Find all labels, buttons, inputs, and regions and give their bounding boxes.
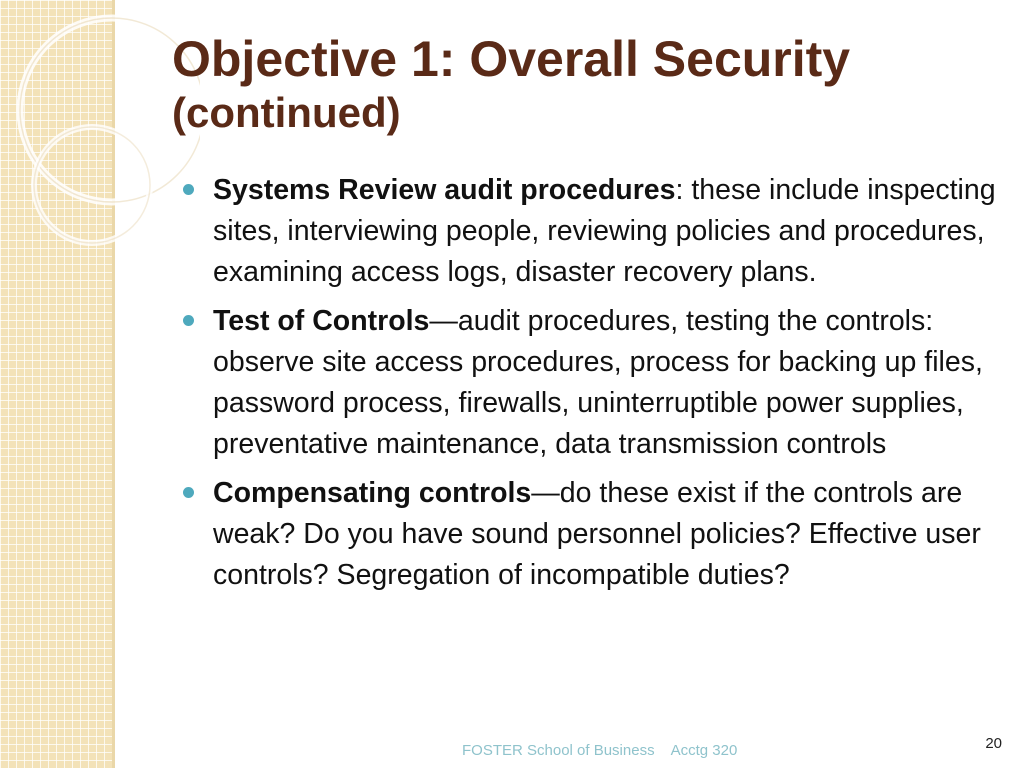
footer-course: Acctg 320 (670, 742, 738, 759)
bullet-item (180, 301, 1000, 465)
bullet-item (180, 170, 1000, 293)
bullet-dot-icon (183, 315, 194, 326)
bullet-item (180, 473, 1000, 596)
bullet-text: —do these exist if the controls are weak? Do you have sound personnel policies? Effective user controls? Segregation of incompatible duties? (213, 477, 981, 591)
bullet-dot-icon (183, 487, 194, 498)
bullet-term: Compensating controls (213, 477, 532, 509)
bullet-term: Systems Review audit procedures (213, 174, 676, 206)
bullet-list (180, 170, 1000, 604)
footer-school: FOSTER School of Business (462, 742, 655, 759)
page-number: 20 (985, 735, 1002, 752)
slide-title-line-1: Objective 1: Overall Security (172, 31, 851, 87)
bullet-dot-icon (183, 184, 194, 195)
slide-footer (462, 742, 737, 759)
bullet-term: Test of Controls (213, 305, 430, 337)
decorative-rings (0, 0, 200, 260)
bullet-text: : these include inspecting sites, interviewing people, reviewing policies and procedures, examining access logs, disaster recovery plans. (213, 174, 996, 288)
slide-title-line-2: (continued) (172, 89, 401, 136)
bullet-text: —audit procedures, testing the controls: observe site access procedures, process for backing up files, password process, firewalls, uninterruptible power supplies, preventative maintenance, data transmission controls (213, 305, 983, 460)
slide-title (172, 31, 1002, 136)
